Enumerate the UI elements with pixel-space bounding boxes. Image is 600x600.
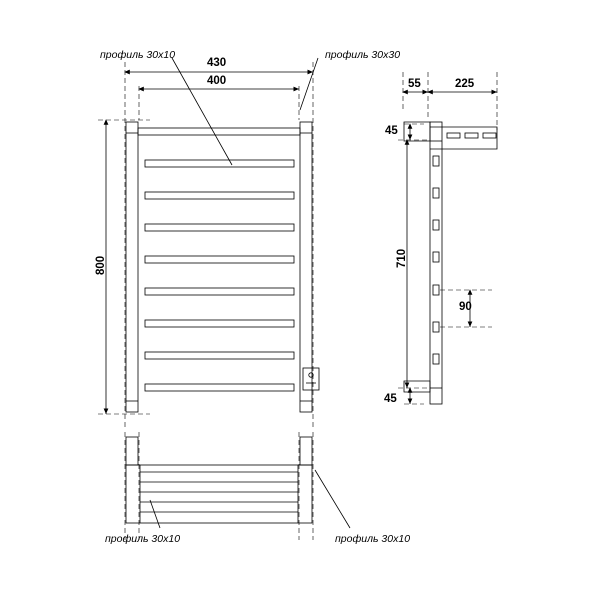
- dimension-800: 800: [95, 255, 107, 275]
- dimension-225: 225: [455, 78, 475, 90]
- dimension-400: 400: [207, 75, 227, 87]
- dimension-430: 430: [207, 57, 227, 69]
- dimension-45-top: 45: [385, 125, 398, 137]
- dimension-90: 90: [459, 301, 472, 313]
- label-profile-bottom-right: профиль 30х10: [335, 533, 411, 545]
- label-profile-top-right: профиль 30х30: [325, 49, 401, 61]
- label-profile-bottom-left: профиль 30х10: [105, 533, 181, 545]
- dimension-55: 55: [408, 78, 421, 90]
- dimension-45-bottom: 45: [384, 393, 397, 405]
- dimension-710: 710: [396, 248, 408, 268]
- label-profile-top-left: профиль 30х10: [100, 49, 176, 61]
